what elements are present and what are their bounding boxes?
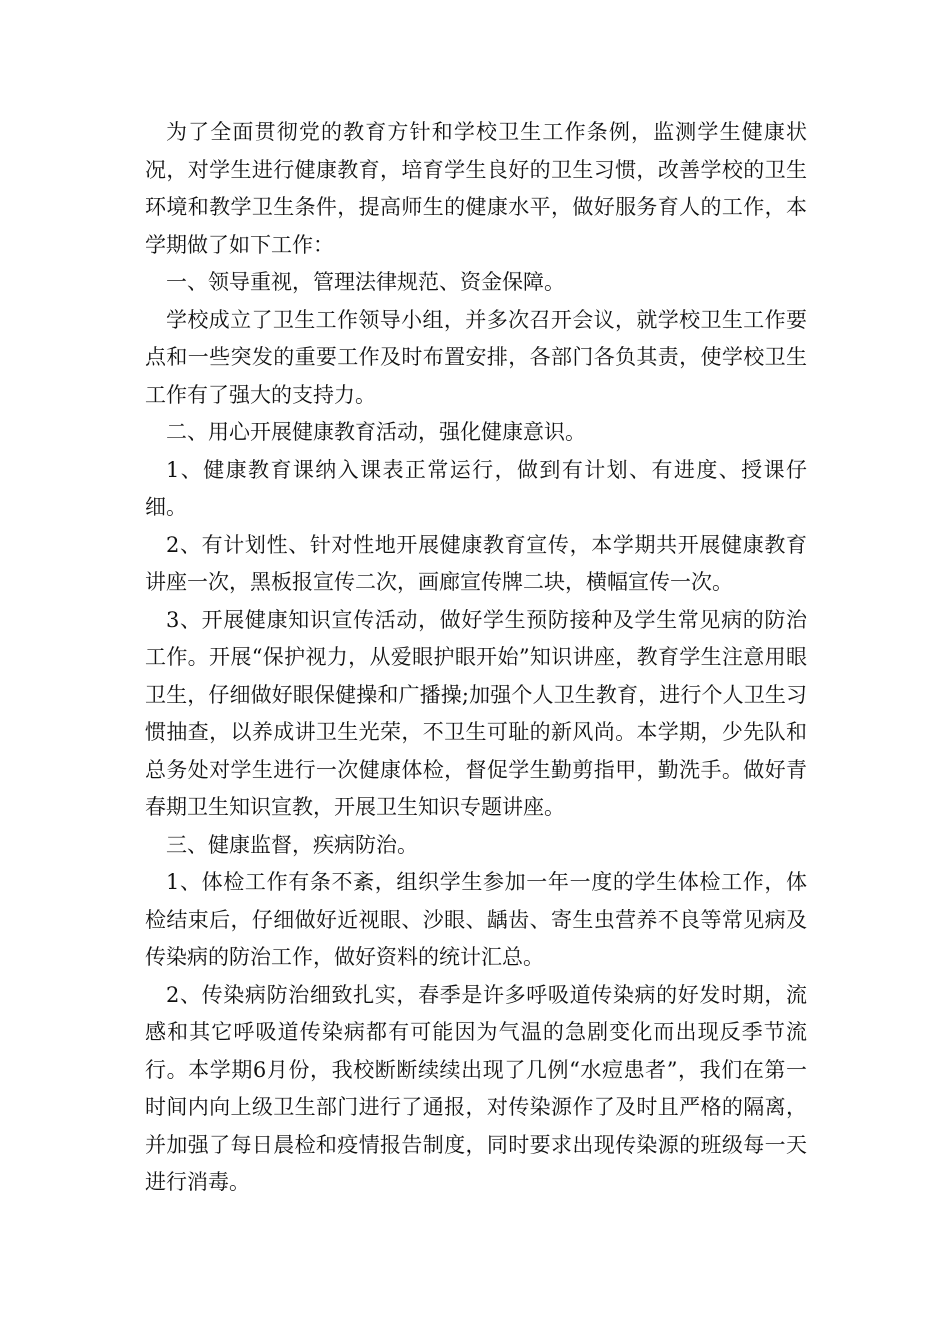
section-2-item-1: 1、健康教育课纳入课表正常运行，做到有计划、有进度、授课仔细。	[145, 457, 807, 519]
section-2-item-2: 2、有计划性、针对性地开展健康教育宣传，本学期共开展健康教育讲座一次，黑板报宣传二次，画廊宣传牌二块，横幅宣传一次。	[145, 532, 807, 594]
section-heading-1: 一、领导重视，管理法律规范、资金保障。	[166, 270, 565, 294]
section-heading-3: 三、健康监督，疾病防治。	[166, 832, 418, 857]
section-2-item-3: 3、开展健康知识宣传活动，做好学生预防接种及学生常见病的防治工作。开展“保护视力，从爱眼护眼开始”知识讲座，教育学生注意用眼卫生，仔细做好眼保健操和广播操;加强个人卫生教育，进行个人卫生习惯抽查，以养成讲卫生光荣，不卫生可耻的新风尚。本学期，少先队和总务处对学生进行一次健康体检，督促学生勤剪指甲，勤洗手。做好青春期卫生知识宣教，开展卫生知识专题讲座。	[145, 607, 807, 819]
section-3-item-2: 2、传染病防治细致扎实，春季是许多呼吸道传染病的好发时期，流感和其它呼吸道传染病都有可能因为气温的急剧变化而出现反季节流行。本学期6月份，我校断断续续出现了几例“水痘患者”，我们在第一时间内向上级卫生部门进行了通报，对传染源作了及时且严格的隔离，并加强了每日晨检和疫情报告制度，同时要求出现传染源的班级每一天进行消毒。	[145, 982, 807, 1194]
section-1-paragraph: 学校成立了卫生工作领导小组，并多次召开会议，就学校卫生工作要点和一些突发的重要工作及时布置安排，各部门各负其责，使学校卫生工作有了强大的支持力。	[145, 307, 807, 407]
document-body	[145, 114, 807, 1202]
section-heading-2: 二、用心开展健康教育活动，强化健康意识。	[166, 420, 586, 444]
intro-paragraph: 为了全面贯彻党的教育方针和学校卫生工作条例，监测学生健康状况，对学生进行健康教育，培育学生良好的卫生习惯，改善学校的卫生环境和教学卫生条件，提高师生的健康水平，做好服务育人的工作，本学期做了如下工作：	[145, 120, 807, 257]
section-3-item-1: 1、体检工作有条不紊，组织学生参加一年一度的学生体检工作，体检结束后，仔细做好近视眼、沙眼、龋齿、寄生虫营养不良等常见病及传染病的防治工作，做好资料的统计汇总。	[145, 870, 807, 969]
